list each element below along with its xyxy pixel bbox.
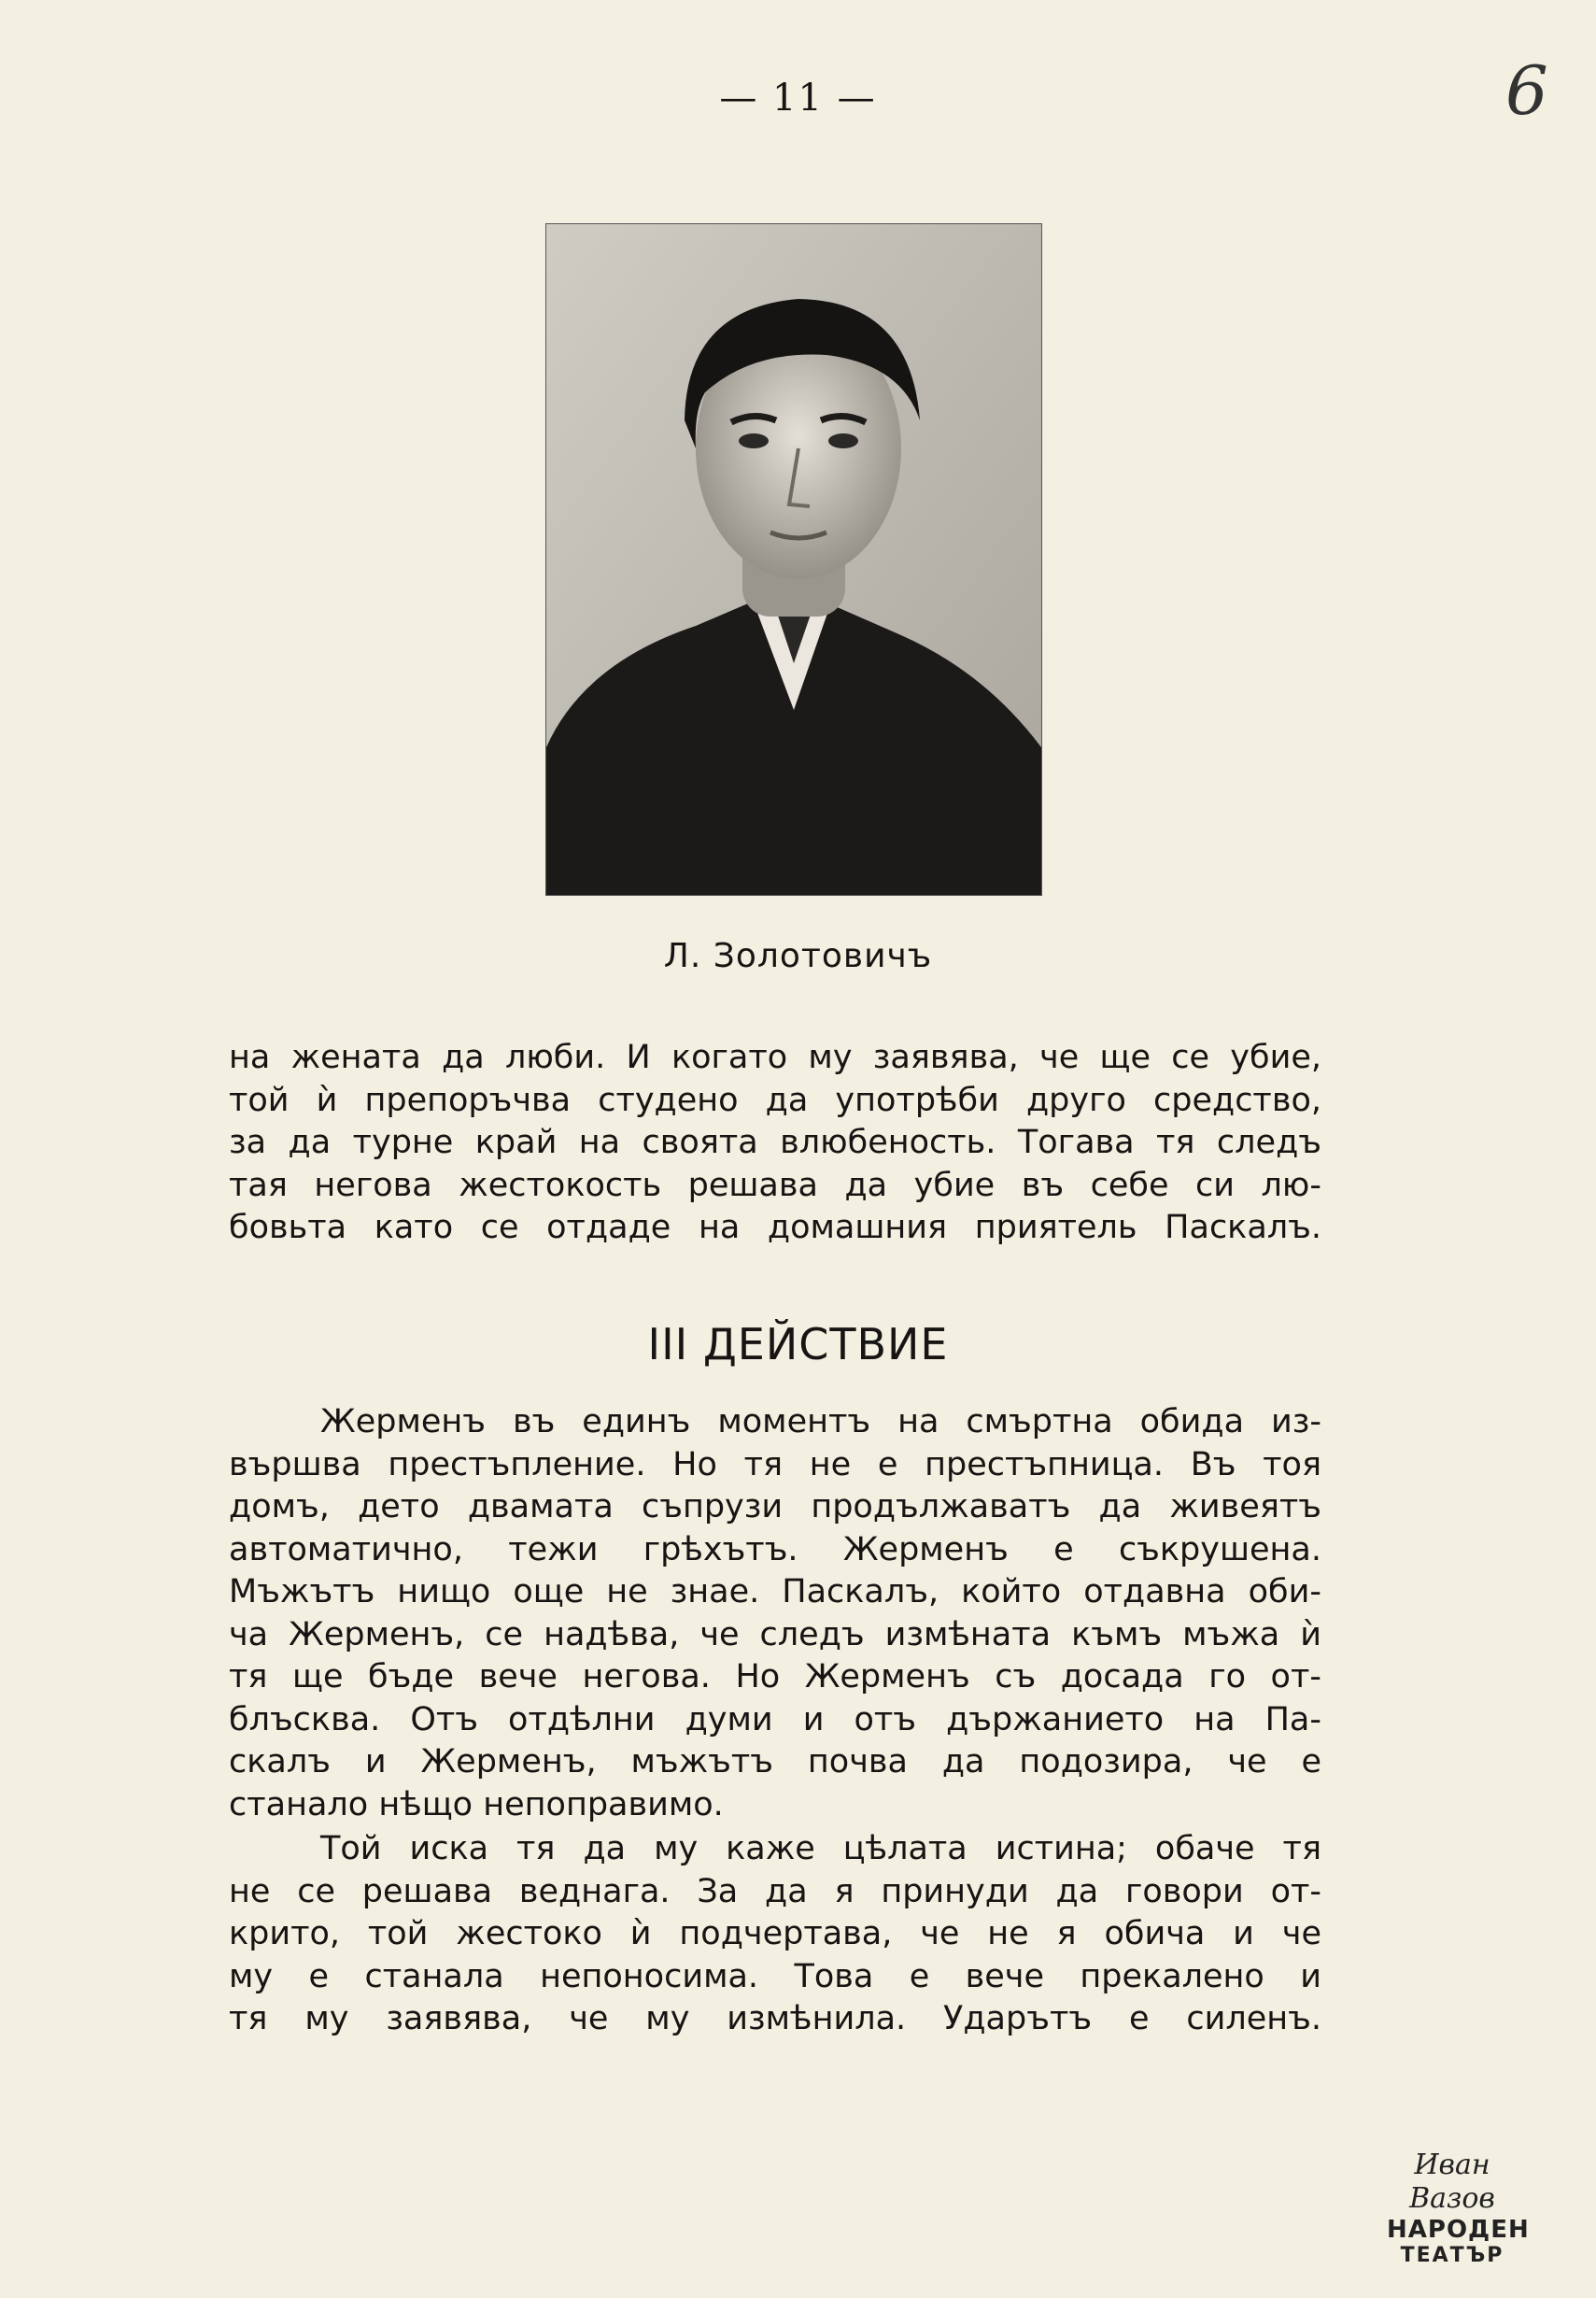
text-line: Жерменъ въ единъ моментъ на смъртна обида из- — [320, 1403, 1321, 1440]
theatre-logo — [1387, 2149, 1530, 2267]
text-line: тя ще бъде вече негова. Но Жерменъ съ досада го от- — [229, 1658, 1321, 1695]
text-line: тая негова жестокость решава да убие въ себе си лю- — [229, 1166, 1321, 1204]
logo-title: НАРОДЕН — [1387, 2216, 1530, 2244]
act-paragraph-1 — [229, 1401, 1321, 1826]
text-line: на жената да люби. И когато му заявява, че ще се убие, — [229, 1039, 1321, 1076]
handwritten-page-mark: 6 — [1505, 51, 1548, 130]
text-line: вършва престъпление. Но тя не е престъпница. Въ тоя — [229, 1445, 1321, 1483]
text-line: ча Жерменъ, се надѣва, че следъ измѣната къмъ мъжа ѝ — [229, 1615, 1321, 1653]
logo-subtitle: ТЕАТЪР — [1400, 2244, 1504, 2267]
act-heading: III ДЕЙСТВИЕ — [647, 1319, 949, 1369]
portrait-illustration — [546, 224, 1041, 895]
portrait-caption: Л. Золотовичъ — [663, 937, 933, 975]
text-line: не се решава веднага. За да я принуди да говори от- — [229, 1872, 1321, 1910]
text-line: блъсква. Отъ отдѣлни думи и отъ държанието на Па- — [229, 1700, 1321, 1738]
text-line: Той иска тя да му каже цѣлата истина; обаче тя — [320, 1830, 1321, 1867]
text-line: бовьта като се отдаде на домашния приятель Паскалъ. — [229, 1209, 1321, 1246]
text-line: крито, той жестоко ѝ подчертава, че не я обича и че — [229, 1915, 1321, 1952]
text-line: му е станала непоносима. Това е вече прекалено и — [229, 1957, 1321, 1995]
logo-signature: Иван Вазов — [1409, 2149, 1495, 2215]
text-line: за да турне край на своята влюбеность. Тогава тя следъ — [229, 1124, 1321, 1161]
portrait-photo — [546, 224, 1041, 895]
text-line: домъ, дето двамата съпрузи продължаватъ да живеятъ — [229, 1488, 1321, 1525]
text-line: Мъжътъ нищо още не знае. Паскалъ, който отдавна оби- — [229, 1573, 1321, 1610]
text-line: скалъ и Жерменъ, мъжътъ почва да подозира, че е — [229, 1743, 1321, 1780]
text-line: тя му заявява, че му измѣнила. Ударътъ е силенъ. — [229, 2000, 1321, 2037]
intro-paragraph — [229, 1037, 1321, 1250]
page-number: — 11 — — [719, 77, 877, 120]
text-line: станало нѣщо непоправимо. — [229, 1785, 724, 1823]
act-paragraph-2 — [229, 1828, 1321, 2041]
text-line: автоматично, тежи грѣхътъ. Жерменъ е съкрушена. — [229, 1530, 1321, 1568]
text-line: той ѝ препоръчва студено да употрѣби друго средство, — [229, 1081, 1321, 1119]
